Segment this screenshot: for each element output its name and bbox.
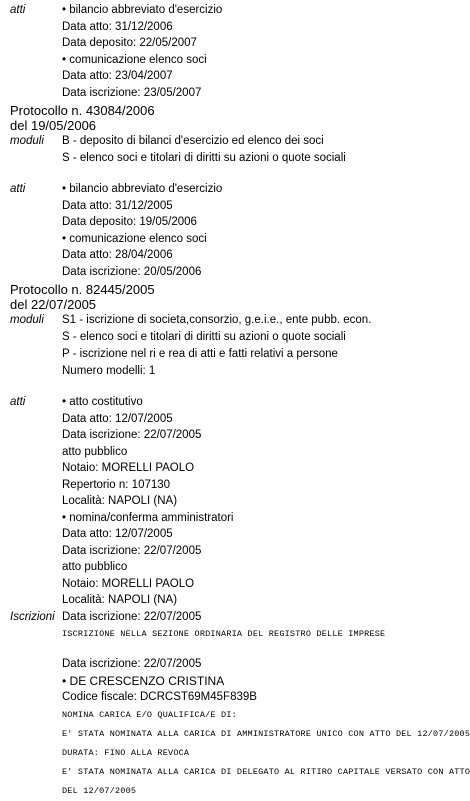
atto-line: Repertorio n: 107130 (62, 478, 171, 491)
atto-title: • bilancio abbreviato d'esercizio (62, 181, 470, 198)
carica-line: E' STATA NOMINATA ALLA CARICA DI DELEGATO AL RITIRO CAPITALE VERSATO CON ATTO (62, 766, 470, 777)
atto-line: Data deposito: 19/05/2006 (62, 216, 197, 228)
atto-line: Data atto: 28/04/2006 (62, 249, 173, 261)
modulo-item: B - deposito di bilanci d'esercizio ed elenco dei soci (62, 135, 324, 147)
protocollo-date: del 19/05/2006 (10, 118, 97, 133)
atto-line: Data atto: 12/07/2005 (62, 528, 173, 540)
atti-label: atti (10, 396, 26, 408)
atti-label: atti (10, 4, 26, 16)
modulo-item: S - elenco soci e titolari di diritti su azioni o quote sociali (62, 331, 346, 343)
protocollo-date: del 22/07/2005 (10, 297, 97, 312)
atto-line: Data iscrizione: 23/05/2007 (62, 86, 202, 99)
person-name: • DE CRESCENZO CRISTINA (62, 673, 470, 690)
atto-line: Località: NAPOLI (NA) (62, 495, 178, 507)
carica-line: E' STATA NOMINATA ALLA CARICA DI AMMINISTRATORE UNICO CON ATTO DEL 12/07/2005 (62, 728, 470, 739)
modulo-item: S1 - iscrizione di societa,consorzio, g.e.i.e., ente pubb. econ. (62, 314, 372, 326)
atto-line: Data atto: 12/07/2005 (62, 412, 173, 425)
protocollo-number: Protocollo n. 82445/2005 (10, 282, 155, 297)
carica-line: DURATA: FINO ALLA REVOCA (62, 747, 190, 758)
iscrizioni-section (0, 609, 470, 801)
moduli-label: moduli (10, 314, 44, 326)
atto-line: Notaio: MORELLI PAOLO (62, 577, 195, 590)
modelli-count: Numero modelli: 1 (62, 365, 156, 377)
atto-line: Data atto: 31/12/2006 (62, 20, 173, 33)
atto-title: • comunicazione elenco soci (62, 231, 470, 248)
protocollo-heading (0, 282, 470, 312)
atti-section-1 (0, 2, 470, 101)
codice-fiscale: Codice fiscale: DCRCST69M45F839B (62, 691, 257, 703)
carica-line: DEL 12/07/2005 (62, 785, 137, 796)
atti-label: atti (10, 183, 26, 195)
atto-line: Data iscrizione: 22/07/2005 (62, 429, 202, 441)
modulo-item: P - iscrizione nel ri e rea di atti e fatti relativi a persone (62, 348, 338, 360)
moduli-section (0, 312, 470, 380)
atto-line: Data atto: 31/12/2005 (62, 199, 173, 212)
modulo-item: S - elenco soci e titolari di diritti su azioni o quote sociali (62, 152, 346, 164)
atto-line: Località: NAPOLI (NA) (62, 594, 178, 606)
atto-line: Data atto: 23/04/2007 (62, 70, 173, 82)
atto-line: Data iscrizione: 22/07/2005 (62, 544, 202, 557)
atto-line: Data deposito: 22/05/2007 (62, 37, 197, 49)
iscrizioni-label: Iscrizioni (10, 610, 55, 623)
atto-line: Data iscrizione: 20/05/2006 (62, 265, 202, 278)
protocollo-number: Protocollo n. 43084/2006 (10, 103, 155, 118)
moduli-section (0, 133, 470, 167)
atto-line: atto pubblico (62, 445, 128, 458)
moduli-label: moduli (10, 135, 44, 147)
iscrizione-date: Data iscrizione: 22/07/2005 (62, 610, 202, 623)
iscrizione-date: Data iscrizione: 22/07/2005 (62, 658, 202, 670)
atti-section-2 (0, 181, 470, 280)
atto-line: Notaio: MORELLI PAOLO (62, 462, 195, 474)
atti-section-3 (0, 394, 470, 609)
atto-title: • comunicazione elenco soci (62, 52, 470, 69)
carica-line: NOMINA CARICA E/O QUALIFICA/E DI: (62, 709, 237, 720)
atto-title: • atto costitutivo (62, 394, 470, 411)
iscrizione-note: ISCRIZIONE NELLA SEZIONE ORDINARIA DEL REGISTRO DELLE IMPRESE (62, 629, 386, 639)
atto-title: • nomina/conferma amministratori (62, 510, 470, 527)
protocollo-heading (0, 103, 470, 133)
atto-line: atto pubblico (62, 561, 128, 573)
atto-title: • bilancio abbreviato d'esercizio (62, 2, 470, 19)
